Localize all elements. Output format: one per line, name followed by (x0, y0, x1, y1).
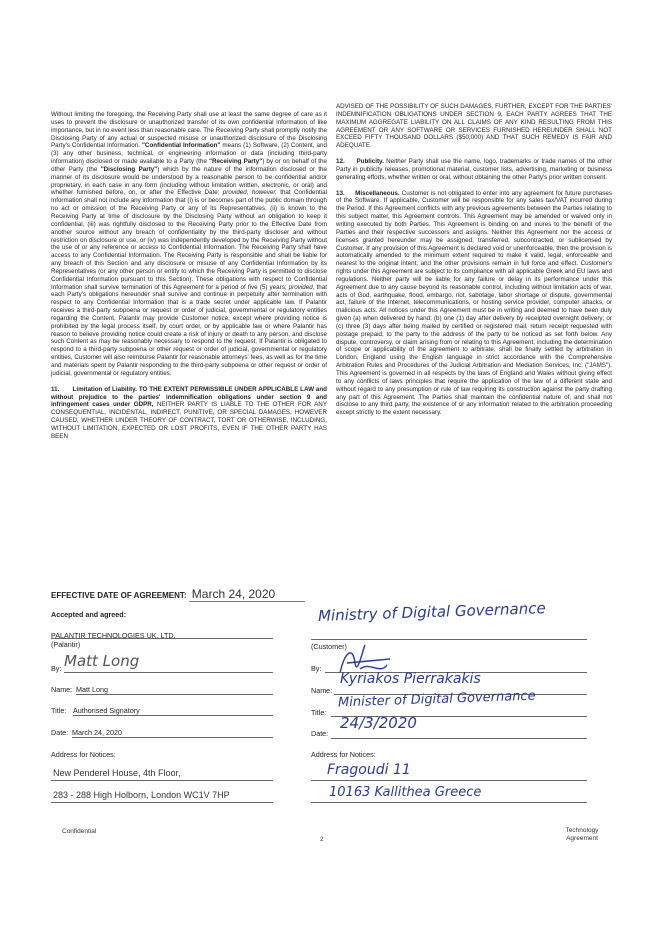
customer-title-handwritten: Minister of Digital Governance (337, 688, 536, 711)
palantir-date-value: March 24, 2020 (72, 728, 122, 737)
customer-address-handwritten-2: 10163 Kallithea Greece (329, 785, 482, 800)
section-13-miscellaneous: 13. Miscellaneous. Customer is not obligated to enter into any agreement for future purchases of the Software. If applicable, Customer will be responsible for any sales tax/VAT incurred during the Period. If this Agreement conflicts with any previous agreements between the Parties relating to this subject matter, this Agreement controls. This Agreement may be amended or waived only in writing executed by both Parties. This Agreement is binding on and inures to the benefit of the Parties and their respective successors and assigns. Neither this Agreement nor the access or licenses granted hereunder may be assigned, transferred, subcontracted, or sublicensed by Customer. If any provision of this Agreement is declared void or unenforceable, then the provision is automatically amended to the minimum extent required to make it valid, legal, enforceable and nearest to the original intent, and the other provisions remain in full force and effect. Customer's rights under this Agreement are subject to its compliance with all applicable Greek and EU laws and regulations. Neither party will be liable for any failure or delay in its performance under this Agreement due to any cause beyond its reasonable control, including without limitation acts of war, acts of God, earthquake, flood, embargo, riot, sabotage, labor shortage or dispute, governmental act, failure of the Internet, telecommunications, or hosting service provider, computer attacks, or malicious acts. All notices under this Agreement must be in writing and deemed to have been duly given (a) when delivered by hand; (b) one (1) day after delivery by receipted overnight delivery; or (c) three (3) days after being mailed by certified or registered mail, return receipt requested with postage prepaid, to the party to the address of the party to be noticed as set forth below. Any dispute, controversy, or claim arising from or relating to this Agreement, including the determination of scope or applicability of the agreement to arbitrate, shall be finally settled by arbitration in London, England using the English language in strict accordance with the Comprehensive Arbitration Rules and Procedures of the Judicial Arbitration and Mediation Services, Inc. ("JAMS"). This Agreement is governed in all respects by the laws of England and Wales without giving effect to any conflicts of laws principles that require the application of the law of a different state and without regard to any presumption or rule of law requiring its construction against the party drafting any part of this Agreement. The Parties shall maintain the confidential nature of, and shall not disclose to any third party, the existence of or any information related to the arbitration proceeding except strictly to the extent necessary. (336, 189, 613, 417)
title-line (73, 715, 273, 716)
palantir-by-label: By: (51, 664, 62, 673)
footer-document-name (560, 827, 604, 843)
date-line (72, 737, 273, 738)
effective-date (51, 587, 305, 601)
palantir-party: (Palantir) (51, 640, 81, 649)
left-column (51, 111, 327, 441)
customer-address-label: Address for Notices: (311, 750, 376, 759)
effective-date-value: March 24, 2020 (189, 587, 305, 602)
customer-company-handwritten: Ministry of Digital Governance (317, 599, 546, 625)
customer-address-line-2 (311, 802, 587, 803)
accepted-label: Accepted and agreed: (51, 610, 127, 619)
address-line-1 (51, 780, 273, 781)
customer-date-label: Date: (311, 729, 329, 738)
palantir-address-line-1: New Penderel House, 4th Floor, (53, 768, 181, 778)
customer-company-line (311, 639, 587, 640)
customer-by-label: By: (311, 664, 322, 673)
palantir-company: PALANTIR TECHNOLOGIES UK, LTD. (51, 631, 176, 640)
customer-date-line (331, 738, 587, 739)
customer-address-line-1 (311, 780, 587, 781)
palantir-name-label: Name: (51, 685, 73, 694)
customer-party: (Customer) (311, 642, 347, 651)
right-column (336, 103, 612, 417)
company-line (51, 638, 273, 639)
palantir-name-value: Matt Long (76, 685, 108, 694)
palantir-date-label: Date: (51, 728, 69, 737)
footer-confidential: Confidential (62, 828, 97, 835)
customer-date-handwritten: 24/3/2020 (340, 714, 417, 732)
section-12-publicity: 12. Publicity. Neither Party shall use the name, logo, trademarks or trade names of the other Party in publicity releases, promotional material, customer lists, advertising, marketing or business generating efforts, whether written or oral, without obtaining the other Party's prior written consent. (336, 158, 613, 181)
scan-mark: ` (33, 28, 35, 33)
footer-document-name-line-1: Technology (565, 827, 599, 834)
customer-title-label: Title: (311, 708, 327, 717)
section-11-liability: 11. Limitation of Liability. TO THE EXTENT PERMISSIBLE UNDER APPLICABLE LAW and without prejudice to the parties' indemnification obligations under section 9 and infringement cases under GDPR, NEITHER PARTY IS LIABLE TO THE OTHER FOR ANY CONSEQUENTIAL, INCIDENTAL, INDIRECT, PUNITIVE, OR SPECIAL DAMAGES, HOWEVER CAUSED, WHETHER UNDER THEORY OF CONTRACT, TORT OR OTHERWISE, INCLUDING, WITHOUT LIMITATION, EXPECTED OR LOST PROFITS, EVEN IF THE OTHER PARTY HAS BEEN (51, 385, 328, 440)
palantir-address-line-2: 283 - 288 High Holborn, London WC1V 7HP (53, 790, 230, 800)
customer-name-handwritten: Kyriakos Pierrakakis (340, 671, 481, 687)
liability-continuation: ADVISED OF THE POSSIBILITY OF SUCH DAMAGES. FURTHER, EXCEPT FOR THE PARTIES' INDEMNIFICATION OBLIGATIONS UNDER SECTION 9, EACH PARTY AGREES THAT THE MAXIMUM AGGREGATE LIABILITY ON ALL CLAIMS OF ANY KIND RESULTING FROM THIS AGREEMENT OR ANY SOFTWARE OR SERVICES FURNISHED HEREUNDER SHALL NOT EXCEED FIFTY THOUSAND DOLLARS ($50,000) AND THAT SUCH REMEDY IS FAIR AND ADEQUATE. (336, 103, 612, 150)
name-line (76, 694, 273, 695)
palantir-title-value: Authorised Signatory (73, 706, 140, 715)
palantir-title-label: Title: (51, 706, 67, 715)
effective-date-label: EFFECTIVE DATE OF AGREEMENT: (51, 591, 187, 600)
confidentiality-paragraph: Without limiting the foregoing, the Receiving Party shall use at least the same degree of care as it uses to prevent the disclosure or unauthorized transfer of its own confidential information of like importance, but in no event less than reasonable care. The Receiving Party shall promptly notify the Disclosing Party of any actual or suspected misuse or unauthorized disclosure of the Disclosing Party's Confidential Information. "Confidential Information" means (1) Software, (2) Content, and (3) any other business, technical, or engineering information or data (including third-party information) disclosed or made available to a Party (the "Receiving Party") by or on behalf of the other Party (the "Disclosing Party") which by the nature of the information disclosed or the manner of its disclosure would be understood by a reasonable person to be confidential and/or proprietary, in each case in any form (including without limitation written, electronic, or oral) and whether furnished before, on, or after the Effective Date; provided, however, that Confidential Information shall not include any information that (i) is or becomes part of the public domain through no act or omission of the Receiving Party or any of its Representatives, (ii) is known to the Receiving Party at time of disclosure by the Disclosing Party without an obligation to keep it confidential, (iii) was rightfully disclosed to the Receiving Party prior to the Effective Date from another source without any breach of confidentiality by the third-party discloser and without restriction on disclosure or use, or (iv) was independently developed by the Receiving Party without the use of or any reference or access to Confidential Information. The Receiving Party shall have access to any Confidential Information. The Receiving Party is responsible and shall be liable for any breach of this Section and any disclosure or misuse of any Confidential Information by its Representatives (or any other person or entity to which the Receiving Party is permitted to disclose Confidential Information pursuant to this Section). These obligations with respect to Confidential Information shall survive termination of this Agreement for a period of five (5) years; provided, that each Party's obligations hereunder shall survive and continue in perpetuity after termination with respect to any Confidential Information that is a trade secret under applicable law. If Palantir receives a third-party subpoena or request or order of judicial, governmental or regulatory entities regarding the Content, Palantir may provide Customer notice, except where providing notice is prohibited by the legal process itself, by court order, or by applicable law or where Palantir has reason to believe providing notice could create a risk of injury or death to any person, and disclose such Content as may be reasonably necessary to respond to the request. If Palantir is obligated to respond to a third-party subpoena or other request or order of judicial, governmental or regulatory entities, Customer will also reimburse Palantir for reasonable attorneys' fees, as well as for the time and materials spent by Palantir responding to the third-party subpoena or other request or order of judicial, governmental or regulatory entities. (51, 111, 328, 377)
footer-page-number: 2 (320, 836, 324, 843)
footer-document-name-line-2: Agreement (566, 835, 598, 842)
palantir-address-label: Address for Notices: (51, 750, 116, 759)
customer-address-handwritten-1: Fragoudi 11 (327, 762, 411, 778)
address-line-2 (51, 802, 273, 803)
customer-name-label: Name: (311, 686, 333, 695)
by-line (64, 672, 273, 673)
palantir-signature: Matt Long (64, 652, 140, 670)
